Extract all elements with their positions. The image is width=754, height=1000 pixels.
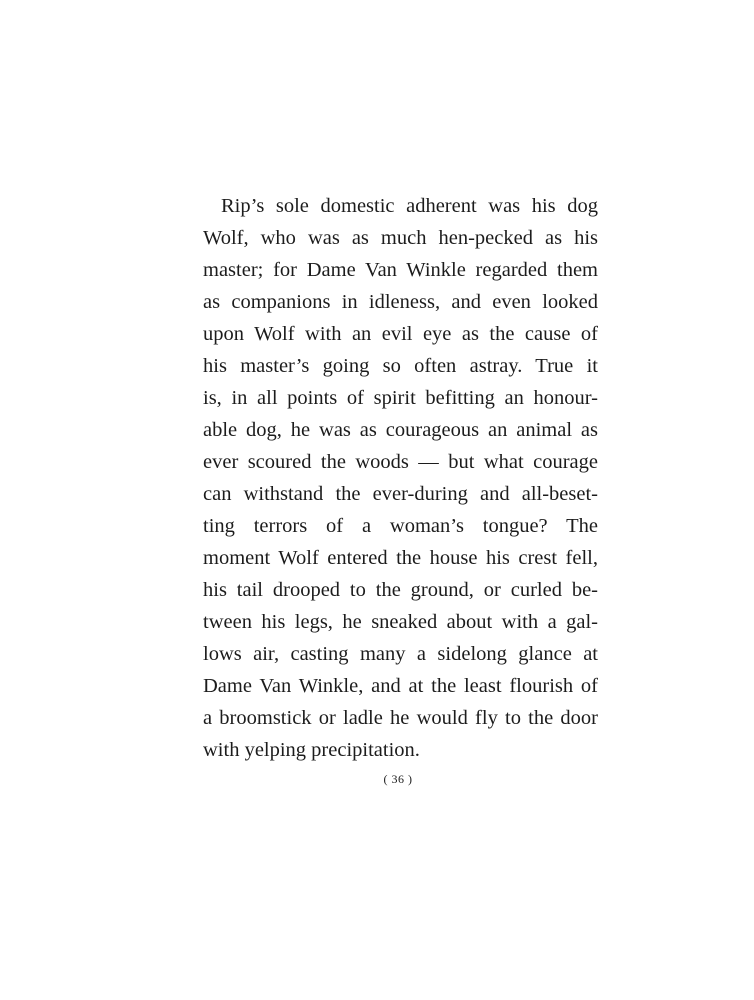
text-line: can withstand the ever-during and all-beset-: [203, 483, 598, 505]
text-line: as companions in idleness, and even looked: [203, 291, 598, 313]
text-line: able dog, he was as courageous an animal as: [203, 419, 598, 441]
text-line: moment Wolf entered the house his crest fell,: [203, 547, 598, 569]
text-line: lows air, casting many a sidelong glance at: [203, 643, 598, 665]
page-number: ( 36 ): [383, 772, 413, 786]
text-line: a broomstick or ladle he would fly to the door: [203, 707, 598, 729]
text-line: tween his legs, he sneaked about with a gal-: [203, 611, 598, 633]
text-line: master; for Dame Van Winkle regarded them: [203, 259, 598, 281]
text-line: Dame Van Winkle, and at the least flourish of: [203, 675, 598, 697]
text-line: ever scoured the woods — but what courage: [203, 451, 598, 473]
text-line: ting terrors of a woman’s tongue? The: [203, 515, 598, 537]
text-line: with yelping precipitation.: [203, 739, 420, 761]
text-line: his master’s going so often astray. True it: [203, 355, 598, 377]
text-line: Rip’s sole domestic adherent was his dog: [221, 195, 598, 217]
text-line: upon Wolf with an evil eye as the cause of: [203, 323, 598, 345]
text-line: is, in all points of spirit befitting an honour-: [203, 387, 598, 409]
text-line: Wolf, who was as much hen-pecked as his: [203, 227, 598, 249]
text-line: his tail drooped to the ground, or curled be-: [203, 579, 598, 601]
